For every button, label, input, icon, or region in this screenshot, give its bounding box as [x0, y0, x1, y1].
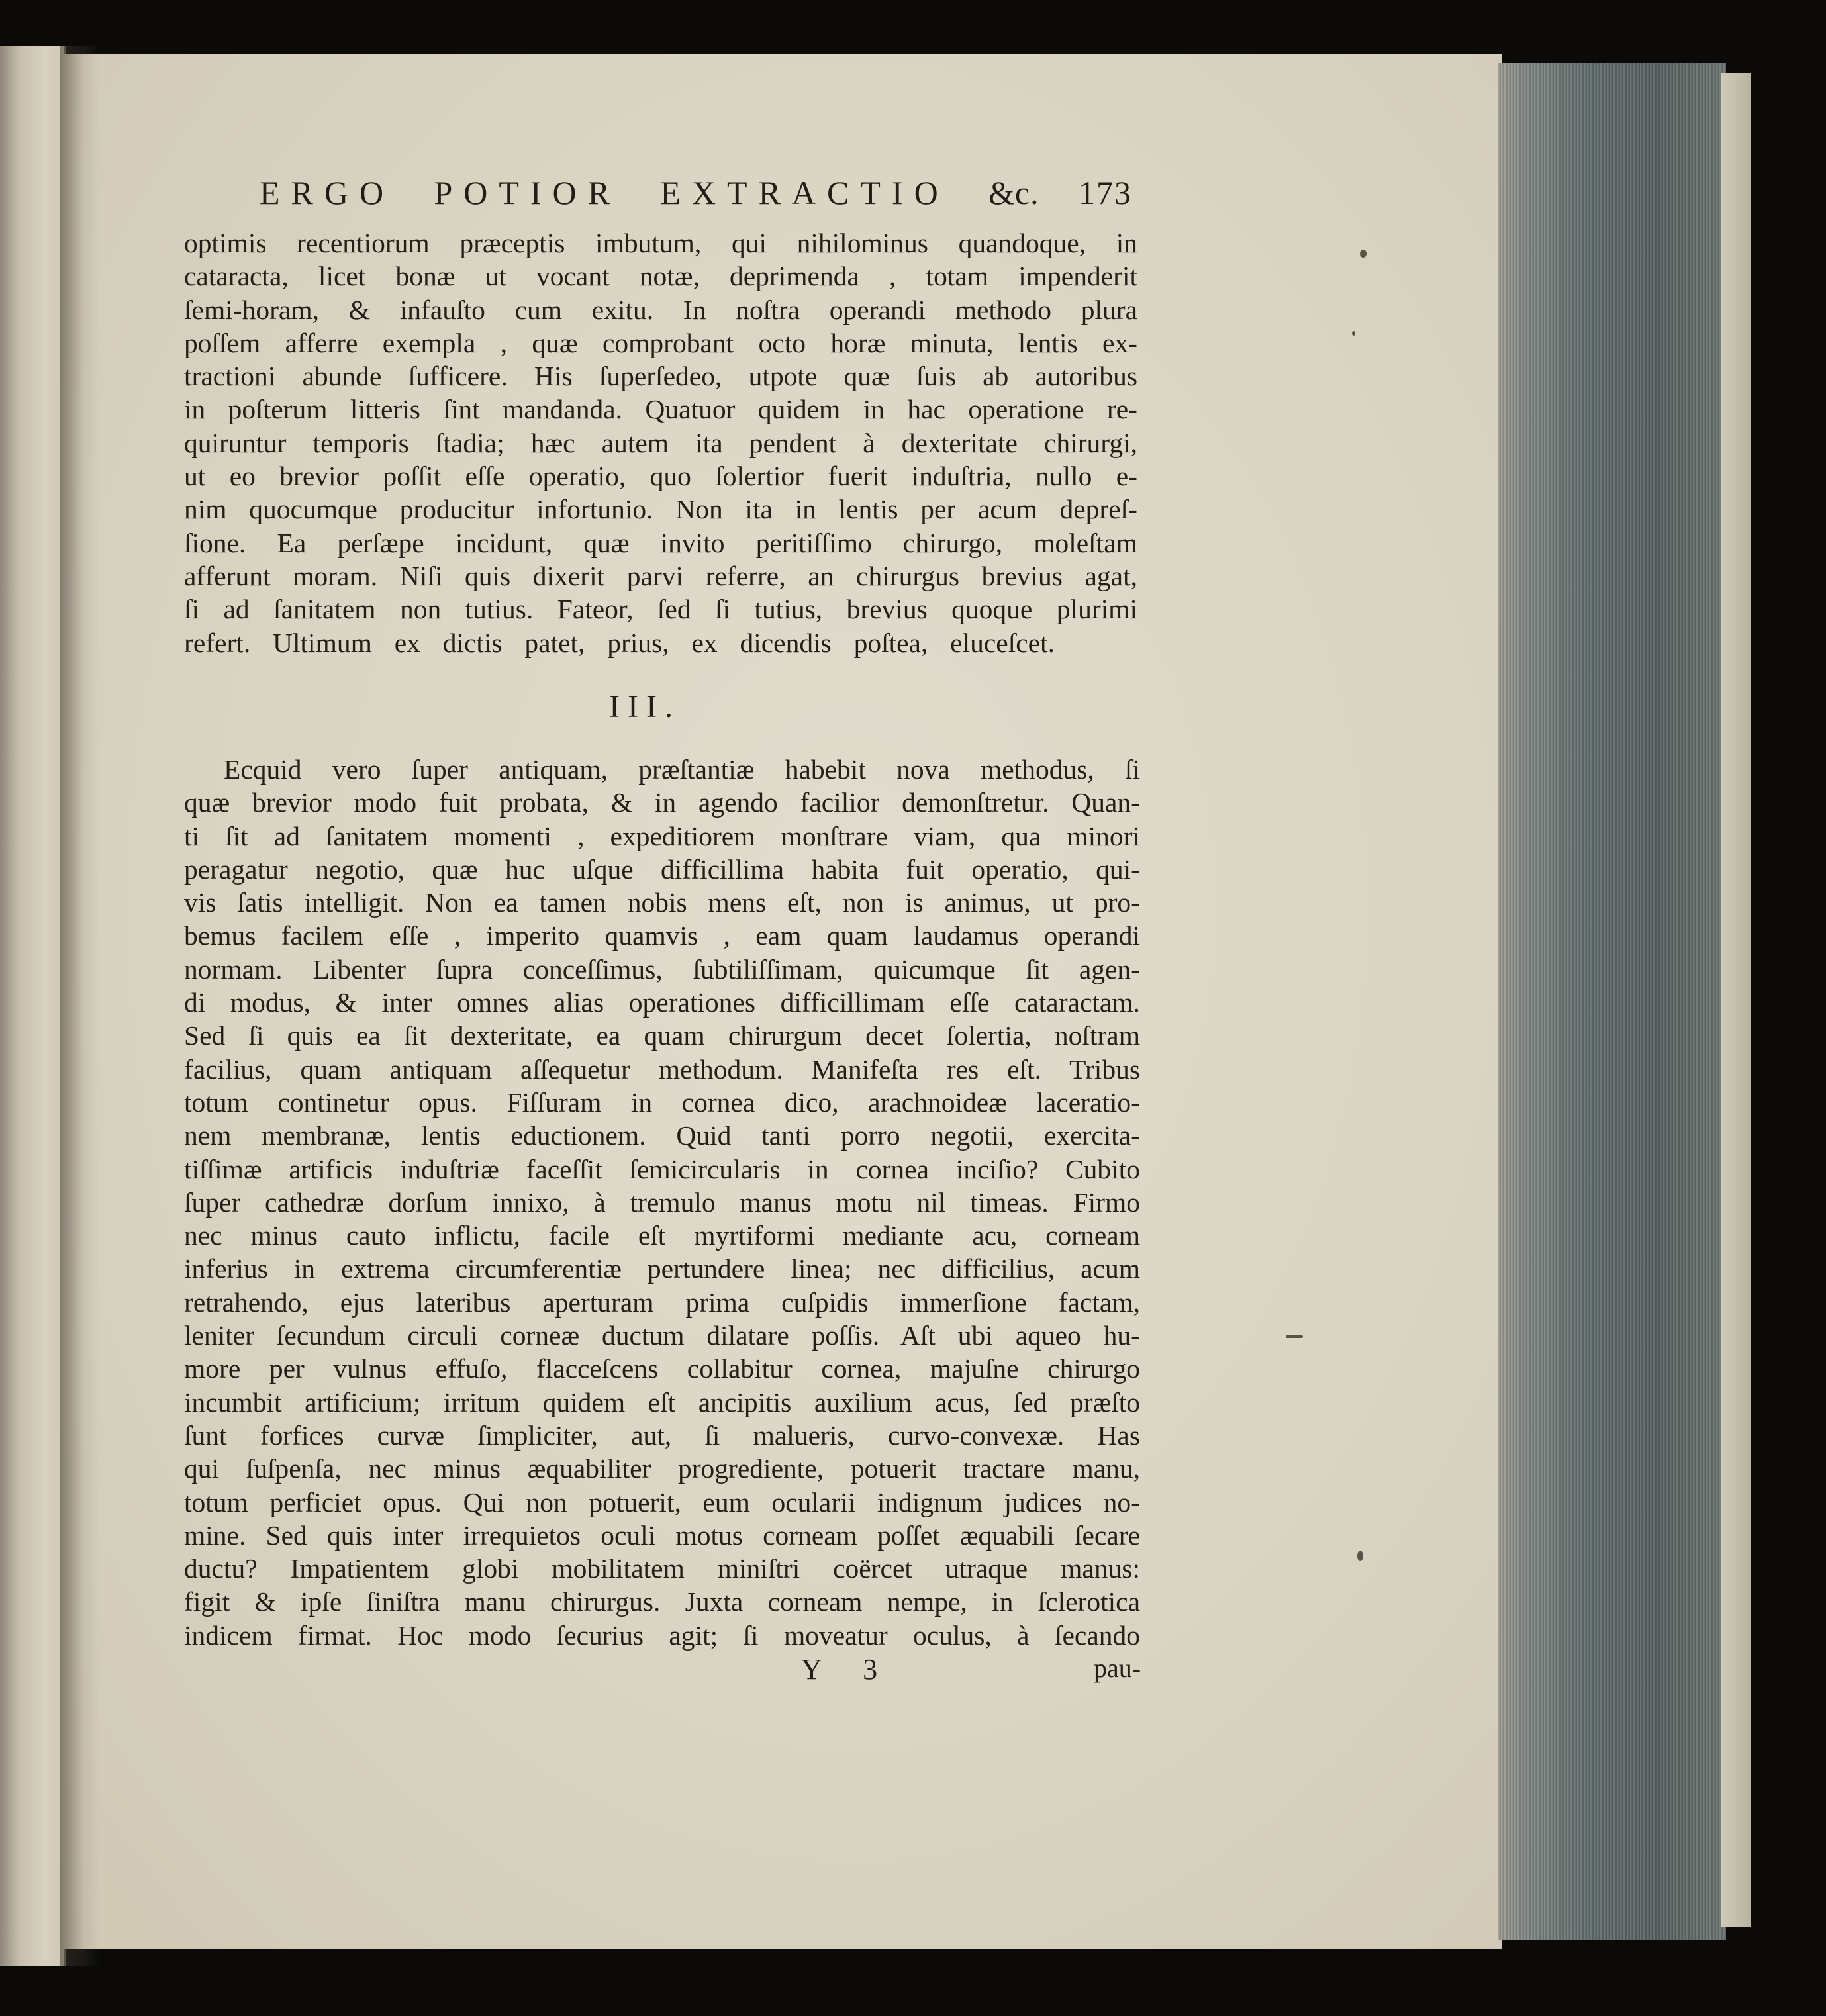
text-line: normam. Libenter ſupra conceſſimus, ſubtiliſſimam, quicumque ſit agen-	[184, 953, 1140, 984]
paragraph-1	[184, 226, 1137, 659]
text-line: quiruntur temporis ſtadia; hæc autem ita pendent à dexteritate chirurgi,	[184, 427, 1137, 458]
text-line: totum perficiet opus. Qui non potuerit, eum ocularii indignum judices no-	[184, 1486, 1140, 1517]
paragraph-2	[184, 753, 1140, 1652]
text-line: more per vulnus effuſo, flacceſcens collabitur cornea, majuſne chirurgo	[184, 1353, 1140, 1384]
text-line: mine. Sed quis inter irrequietos oculi motus corneam poſſet æquabili ſecare	[184, 1519, 1140, 1551]
text-line: tractioni abunde ſufficere. His ſuperſedeo, utpote quæ ſuis ab autoribus	[184, 361, 1137, 392]
text-line: incumbit artificium; irritum quidem eſt ancipitis auxilium acus, ſed præſto	[184, 1386, 1140, 1417]
running-head	[260, 173, 1132, 220]
text-line: qui ſuſpenſa, nec minus æquabiliter progrediente, potuerit tractare manu,	[184, 1453, 1140, 1484]
left-page-edge	[0, 46, 66, 1966]
text-line-first: Ecquid vero ſuper antiquam, præſtantiæ habebit nova methodus, ſi	[224, 754, 1140, 785]
running-head-word: EXTRACTIO	[660, 174, 949, 211]
gutter-shadow	[60, 46, 99, 1966]
running-head-etc: &c.	[988, 174, 1039, 211]
text-line: retrahendo, ejus lateribus aperturam prima cuſpidis immerſione factam,	[184, 1286, 1140, 1318]
text-line: totum continetur opus. Fiſſuram in cornea dico, arachnoideæ laceratio-	[184, 1086, 1140, 1118]
text-line: ſi ad ſanitatem non tutius. Fateor, ſed ſi tutius, brevius quoque plurimi	[184, 594, 1137, 625]
text-line: di modus, & inter omnes alias operationes difficillimam eſſe cataractam.	[184, 987, 1140, 1018]
text-line-last: refert. Ultimum ex dictis patet, prius, ex dicendis poſtea, eluceſcet.	[184, 627, 1055, 658]
page-edges	[1498, 63, 1726, 1940]
text-line: vis ſatis intelligit. Non ea tamen nobis mens eſt, non is animus, ut pro-	[184, 887, 1140, 918]
catchword: pau-	[1094, 1653, 1141, 1683]
text-line: indicem firmat. Hoc modo ſecurius agit; ſi moveatur oculus, à ſecando	[184, 1619, 1140, 1651]
text-line: ductu? Impatientem globi mobilitatem miniſtri coërcet utraque manus:	[184, 1553, 1140, 1584]
text-line: facilius, quam antiquam aſſequetur methodum. Manifeſta res eſt. Tribus	[184, 1053, 1140, 1084]
text-line: peragatur negotio, quæ huc uſque difficillima habita fuit operatio, qui-	[184, 853, 1140, 885]
text-line: poſſem afferre exempla , quæ comprobant octo horæ minuta, lentis ex-	[184, 327, 1137, 358]
text-line: ſione. Ea perſæpe incidunt, quæ invito peritiſſimo chirurgo, moleſtam	[184, 527, 1137, 558]
text-line: nec minus cauto inflictu, facile eſt myrtiformi mediante acu, corneam	[184, 1220, 1140, 1251]
running-head-word: POTIOR	[434, 174, 622, 211]
signature-mark: Y 3	[801, 1653, 895, 1686]
text-line: ut eo brevior poſſit eſſe operatio, quo ſolertior fuerit induſtria, nullo e-	[184, 461, 1137, 492]
text-line: nem membranæ, lentis eductionem. Quid tanti porro negotii, exercita-	[184, 1120, 1140, 1151]
text-line: optimis recentiorum præceptis imbutum, qui nihilominus quandoque, in	[184, 228, 1137, 258]
text-line: afferunt moram. Niſi quis dixerit parvi referre, an chirurgus brevius agat,	[184, 560, 1137, 591]
cover-board	[1721, 73, 1751, 1927]
text-line: ſuper cathedræ dorſum innixo, à tremulo manus motu nil timeas. Firmo	[184, 1186, 1140, 1218]
text-line: tiſſimæ artificis induſtriæ faceſſit ſemicircularis in cornea inciſio? Cubito	[184, 1153, 1140, 1184]
text-line: in poſterum litteris ſint mandanda. Quatuor quidem in hac operatione re-	[184, 394, 1137, 425]
text-line: ſemi-horam, & infauſto cum exitu. In noſtra operandi methodo plura	[184, 294, 1137, 325]
section-number: III.	[609, 689, 681, 724]
text-line: inferius in extrema circumferentiæ pertundere linea; nec difficilius, acum	[184, 1253, 1140, 1284]
text-line: Sed ſi quis ea ſit dexteritate, ea quam chirurgum decet ſolertia, noſtram	[184, 1020, 1140, 1051]
running-head-word: ERGO	[260, 174, 395, 211]
text-line: ſunt forfices curvæ ſimpliciter, aut, ſi malueris, curvo-convexæ. Has	[184, 1419, 1140, 1451]
page-number: 173	[1078, 174, 1132, 211]
text-line: nim quocumque producitur infortunio. Non ita in lentis per acum depreſ-	[184, 494, 1137, 525]
text-line: cataracta, licet bonæ ut vocant notæ, deprimenda , totam impenderit	[184, 261, 1137, 292]
text-line: figit & ipſe ſiniſtra manu chirurgus. Juxta corneam nempe, in ſclerotica	[184, 1586, 1140, 1617]
text-line: leniter ſecundum circuli corneæ ductum dilatare poſſis. Aſt ubi aqueo hu-	[184, 1320, 1140, 1351]
text-line: bemus facilem eſſe , imperito quamvis , eam quam laudamus operandi	[184, 920, 1140, 951]
text-line: quæ brevior modo fuit probata, & in agendo facilior demonſtretur. Quan-	[184, 787, 1140, 818]
text-line: ti ſit ad ſanitatem momenti , expeditiorem monſtrare viam, qua minori	[184, 820, 1140, 851]
